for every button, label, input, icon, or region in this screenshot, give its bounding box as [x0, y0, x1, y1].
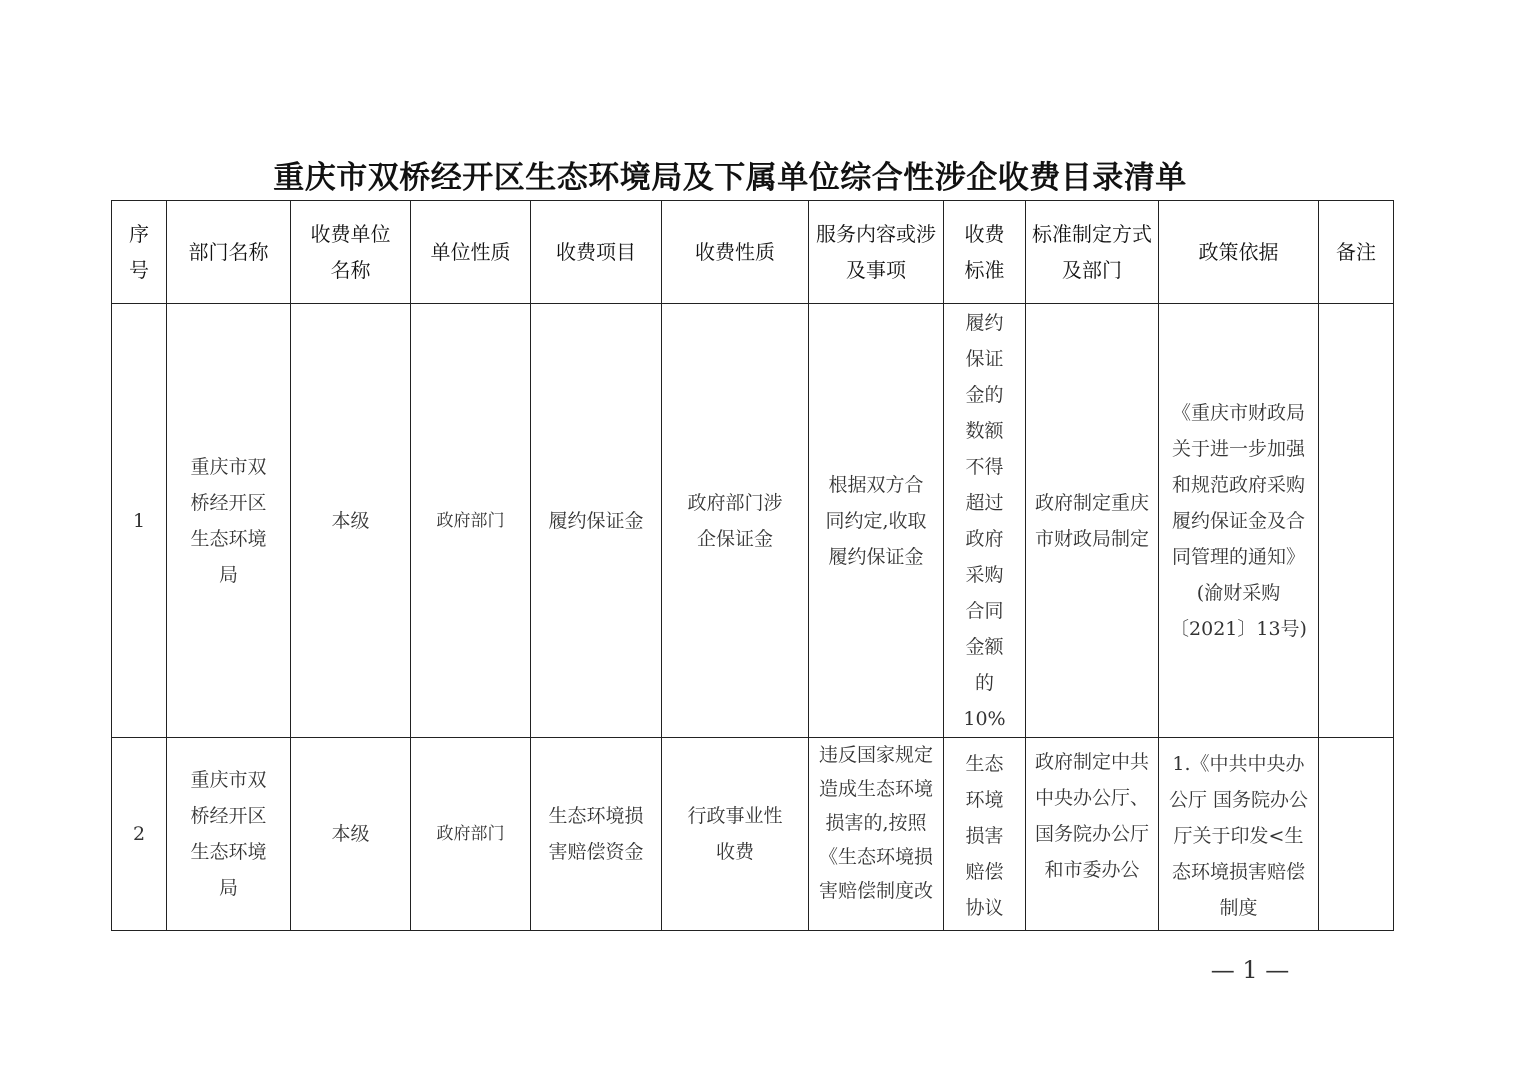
cell-department: 重庆市双桥经开区生态环境局 — [167, 304, 291, 738]
document-title: 重庆市双桥经开区生态环境局及下属单位综合性涉企收费目录清单 — [273, 160, 1187, 196]
cell-unit-nature: 政府部门 — [411, 738, 531, 931]
cell-standard: 生态环境损害赔偿协议 — [944, 738, 1026, 931]
cell-no: 2 — [112, 738, 167, 931]
cell-fee-nature: 行政事业性收费 — [662, 738, 809, 931]
cell-no: 1 — [112, 304, 167, 738]
table-row — [112, 304, 1394, 738]
header-fee-standard: 收费标准 — [944, 201, 1026, 304]
cell-unit: 本级 — [291, 304, 411, 738]
cell-service: 违反国家规定造成生态环境损害的,按照《生态环境损害赔偿制度改 — [809, 738, 944, 931]
cell-standard: 履约保证金的数额不得超过政府采购合同金额的10% — [944, 304, 1026, 738]
page-number: — 1 — — [1210, 956, 1290, 984]
cell-unit: 本级 — [291, 738, 411, 931]
cell-policy: 1.《中共中央办公厅 国务院办公厅关于印发<生态环境损害赔偿制度 — [1159, 738, 1319, 931]
header-standard-method: 标准制定方式及部门 — [1026, 201, 1159, 304]
cell-policy: 《重庆市财政局关于进一步加强和规范政府采购履约保证金及合同管理的通知》(渝财采购〔2021〕13号) — [1159, 304, 1319, 738]
table-header-row — [112, 201, 1394, 304]
header-policy-basis: 政策依据 — [1159, 201, 1319, 304]
header-charging-unit: 收费单位名称 — [291, 201, 411, 304]
cell-fee-item: 履约保证金 — [531, 304, 662, 738]
cell-service: 根据双方合同约定,收取履约保证金 — [809, 304, 944, 738]
cell-remark — [1319, 738, 1394, 931]
cell-fee-nature: 政府部门涉企保证金 — [662, 304, 809, 738]
header-fee-item: 收费项目 — [531, 201, 662, 304]
table-row — [112, 738, 1394, 931]
header-fee-nature: 收费性质 — [662, 201, 809, 304]
cell-method: 政府制定中共中央办公厅、国务院办公厅和市委办公 — [1026, 738, 1159, 931]
header-department: 部门名称 — [167, 201, 291, 304]
cell-remark — [1319, 304, 1394, 738]
fee-catalog-table — [111, 200, 1394, 931]
header-unit-nature: 单位性质 — [411, 201, 531, 304]
cell-fee-item: 生态环境损害赔偿资金 — [531, 738, 662, 931]
cell-unit-nature: 政府部门 — [411, 304, 531, 738]
header-no: 序号 — [112, 201, 167, 304]
header-service-content: 服务内容或涉及事项 — [809, 201, 944, 304]
cell-department: 重庆市双桥经开区生态环境局 — [167, 738, 291, 931]
header-remark: 备注 — [1319, 201, 1394, 304]
cell-method: 政府制定重庆市财政局制定 — [1026, 304, 1159, 738]
